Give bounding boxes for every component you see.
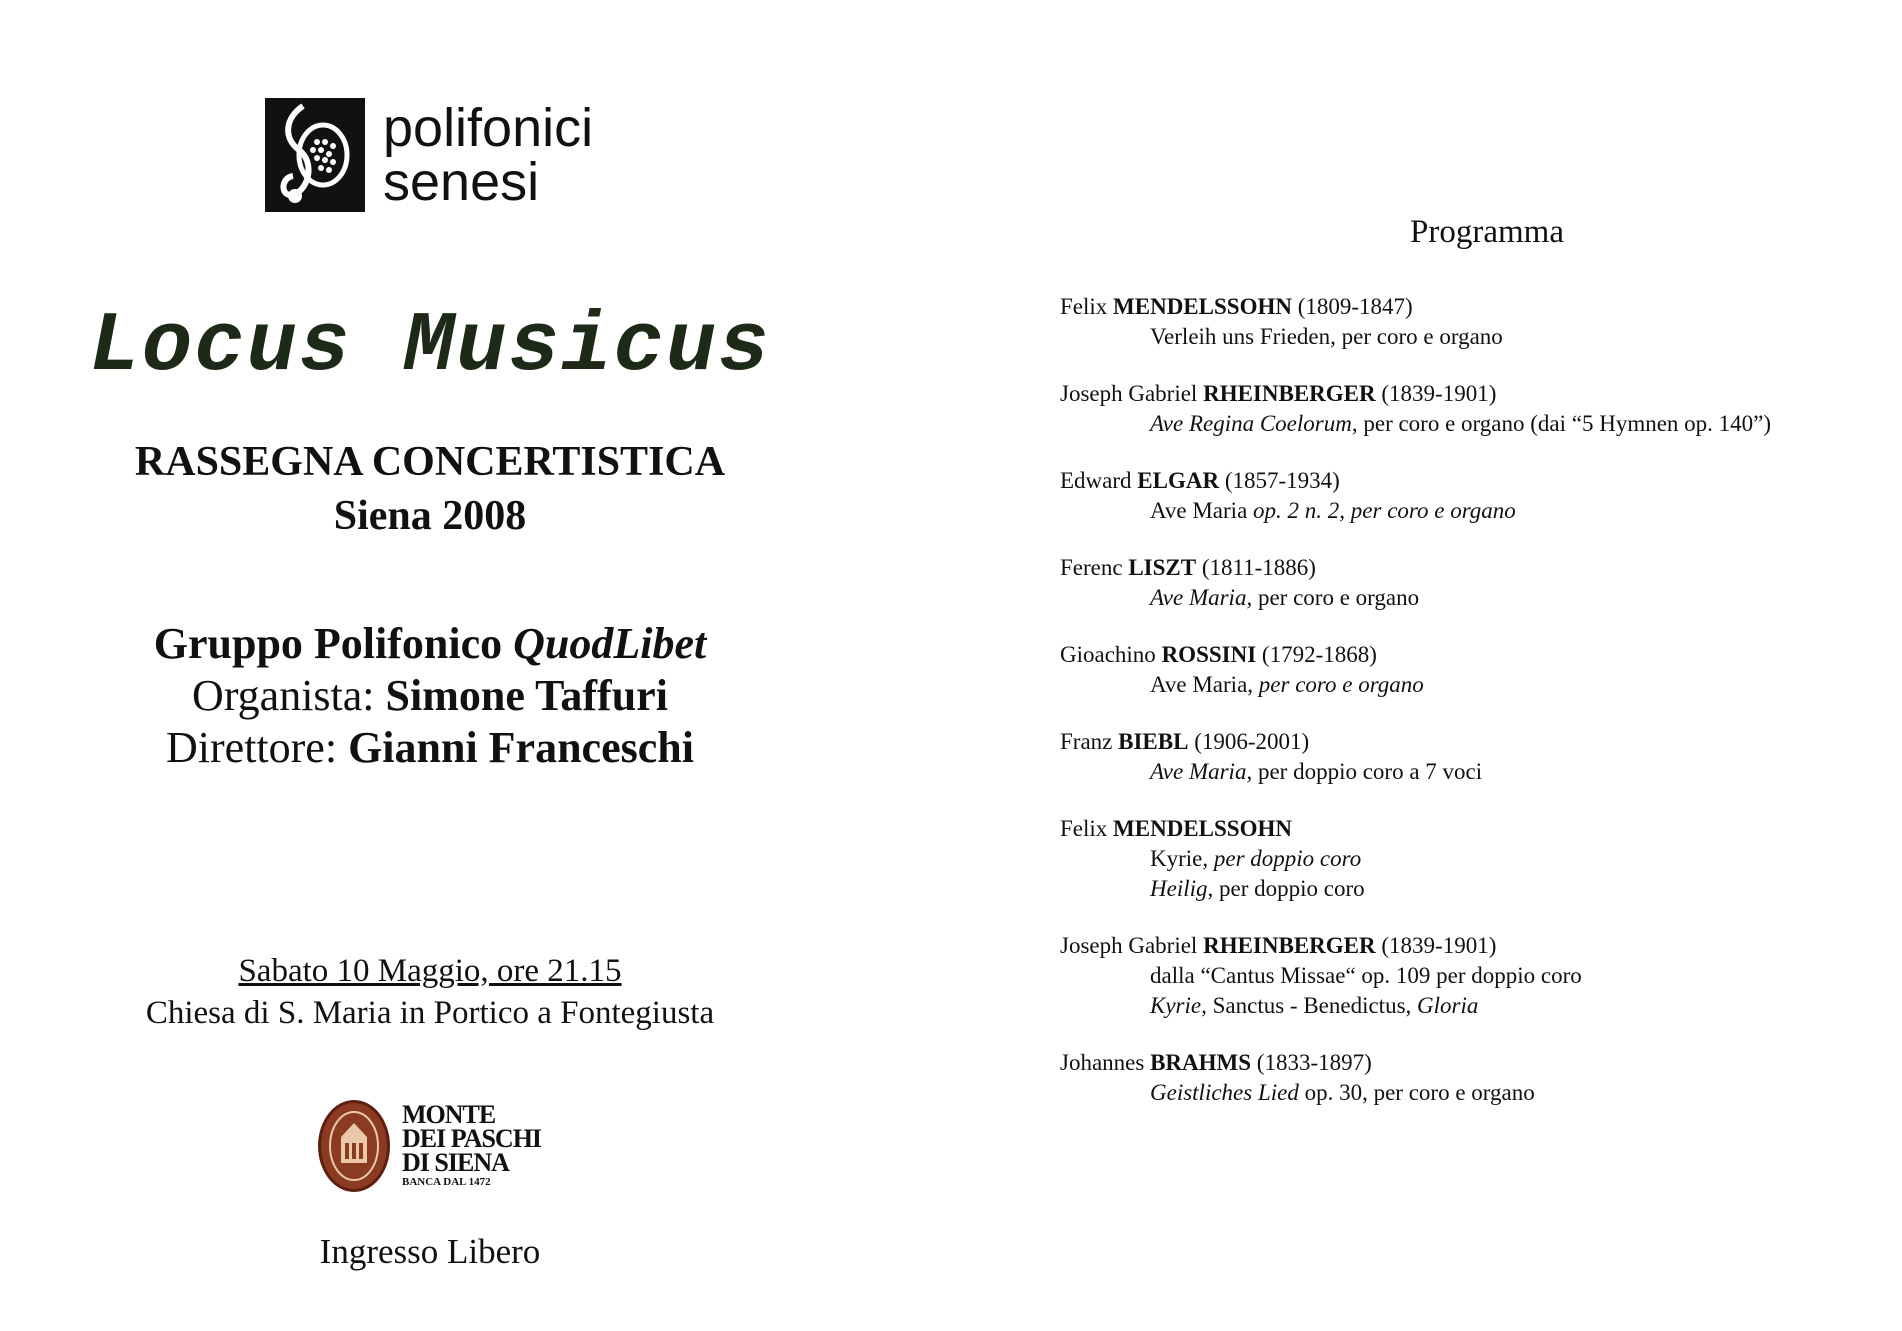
composer-line [1060, 814, 1900, 844]
programme-entry [1060, 553, 1900, 613]
composer-first-name: Joseph Gabriel [1060, 933, 1204, 958]
composer-line [1060, 379, 1900, 409]
work-text: op. 30, per coro e organo [1298, 1080, 1535, 1105]
composer-last-name: ELGAR [1137, 468, 1220, 493]
group-prefix: Gruppo Polifonico [153, 619, 514, 668]
work-line [1060, 583, 1900, 613]
work-line [1060, 874, 1900, 904]
admission-note: Ingresso Libero [319, 1232, 541, 1271]
work-text: Verleih uns Frieden, per coro e organo [1150, 324, 1503, 349]
programme-entry [1060, 640, 1900, 700]
subtitle-line1: RASSEGNA CONCERTISTICA [134, 439, 726, 485]
work-text: , per doppio coro [1207, 876, 1365, 901]
programme-entry [1060, 727, 1900, 787]
composer-first-name: Gioachino [1060, 642, 1162, 667]
work-text: per doppio coro [1213, 846, 1362, 871]
composer-line [1060, 727, 1900, 757]
composer-first-name: Joseph Gabriel [1060, 381, 1204, 406]
programme-entry [1060, 931, 1900, 1021]
composer-last-name: ROSSINI [1161, 642, 1257, 667]
composer-last-name: MENDELSSOHN [1113, 294, 1292, 319]
programme-entry [1060, 814, 1900, 904]
director-line [60, 722, 800, 774]
composer-first-name: Franz [1060, 729, 1119, 754]
composer-line [1060, 466, 1900, 496]
programme-title: Programma [1410, 214, 1564, 250]
programme-list [1060, 292, 1900, 1135]
director-name: Gianni Franceschi [348, 723, 694, 772]
organist-line [60, 670, 800, 722]
composer-years: (1792-1868) [1256, 642, 1377, 667]
programme-entry [1060, 292, 1900, 352]
composer-last-name: RHEINBERGER [1203, 381, 1376, 406]
composer-first-name: Felix [1060, 294, 1114, 319]
work-text: Gloria [1417, 993, 1479, 1018]
organist-label: Organista: [192, 671, 386, 720]
work-text: Geistliches Lied [1150, 1080, 1299, 1105]
sponsor-logo [318, 1100, 541, 1192]
work-text: per coro e organo [1258, 672, 1424, 697]
work-line [1060, 409, 1900, 439]
group-name: QuodLibet [513, 619, 707, 668]
work-line [1060, 991, 1900, 1021]
composer-line [1060, 1048, 1900, 1078]
work-line [1060, 757, 1900, 787]
subtitle-line2: Siena 2008 [333, 493, 527, 539]
series-title: Locus Musicus [89, 300, 771, 395]
group-line [60, 618, 800, 670]
work-text: Heilig [1150, 876, 1208, 901]
composer-line [1060, 292, 1900, 322]
logo-line1: polifonici [383, 98, 594, 158]
sponsor-line4: BANCA DAL 1472 [402, 1176, 491, 1188]
programme-entry [1060, 379, 1900, 439]
polifonici-senesi-logo [265, 98, 593, 212]
sponsor-line2: DEI PASCHI [402, 1124, 542, 1153]
composer-years: (1811-1886) [1196, 555, 1316, 580]
event-date: Sabato 10 Maggio, ore 21.15 [238, 953, 622, 989]
composer-years: (1833-1897) [1251, 1050, 1372, 1075]
cover-panel [0, 0, 820, 1331]
work-text: op. 2 n. 2, per coro e organo [1253, 498, 1516, 523]
work-line [1060, 670, 1900, 700]
work-line [1060, 1078, 1900, 1108]
composer-first-name: Edward [1060, 468, 1138, 493]
composer-last-name: LISZT [1128, 555, 1197, 580]
work-text: Ave Regina Coelorum [1150, 411, 1352, 436]
work-text: Ave Maria, [1150, 585, 1253, 610]
composer-years: (1906-2001) [1188, 729, 1310, 754]
composer-first-name: Ferenc [1060, 555, 1129, 580]
treble-clef-logo-icon [265, 98, 365, 212]
sponsor-line3: DI SIENA [402, 1148, 509, 1177]
director-label: Direttore: [166, 723, 349, 772]
composer-last-name: BIEBL [1118, 729, 1189, 754]
composer-years: (1809-1847) [1291, 294, 1413, 319]
work-text: Ave Maria [1150, 759, 1247, 784]
composer-years: (1839-1901) [1375, 933, 1497, 958]
composer-line [1060, 553, 1900, 583]
work-text: dalla “Cantus Missae“ op. 109 per doppio coro [1150, 963, 1582, 988]
programme-entry [1060, 1048, 1900, 1108]
work-text: Sanctus - Benedictus, [1206, 993, 1418, 1018]
performers-block [60, 618, 800, 774]
organist-name: Simone Taffuri [385, 671, 668, 720]
series-subtitle [60, 435, 800, 543]
logo-line2: senesi [383, 152, 540, 212]
work-line [1060, 496, 1900, 526]
work-line [1060, 322, 1900, 352]
programme-panel [1000, 0, 1902, 1331]
composer-last-name: BRAHMS [1150, 1050, 1252, 1075]
work-line [1060, 961, 1900, 991]
event-venue: Chiesa di S. Maria in Portico a Fontegiusta [145, 995, 715, 1031]
composer-years: (1857-1934) [1219, 468, 1340, 493]
work-text: per coro e organo [1252, 585, 1420, 610]
work-text: , per coro e organo (dai “5 Hymnen op. 140”) [1351, 411, 1772, 436]
sponsor-line1: MONTE [402, 1100, 496, 1129]
work-text: Kyrie, [1150, 993, 1207, 1018]
work-text: Ave Maria [1150, 498, 1254, 523]
composer-last-name: RHEINBERGER [1203, 933, 1376, 958]
composer-first-name: Johannes [1060, 1050, 1151, 1075]
work-text: Kyrie, [1150, 846, 1214, 871]
work-text: , per doppio coro a 7 voci [1246, 759, 1483, 784]
work-line [1060, 844, 1900, 874]
event-info [60, 950, 800, 1034]
programme-entry [1060, 466, 1900, 526]
composer-line [1060, 640, 1900, 670]
composer-first-name: Felix [1060, 816, 1114, 841]
composer-years: (1839-1901) [1375, 381, 1497, 406]
composer-last-name: MENDELSSOHN [1113, 816, 1292, 841]
work-text: Ave Maria, [1150, 672, 1259, 697]
bank-seal-icon [318, 1100, 390, 1192]
composer-line [1060, 931, 1900, 961]
